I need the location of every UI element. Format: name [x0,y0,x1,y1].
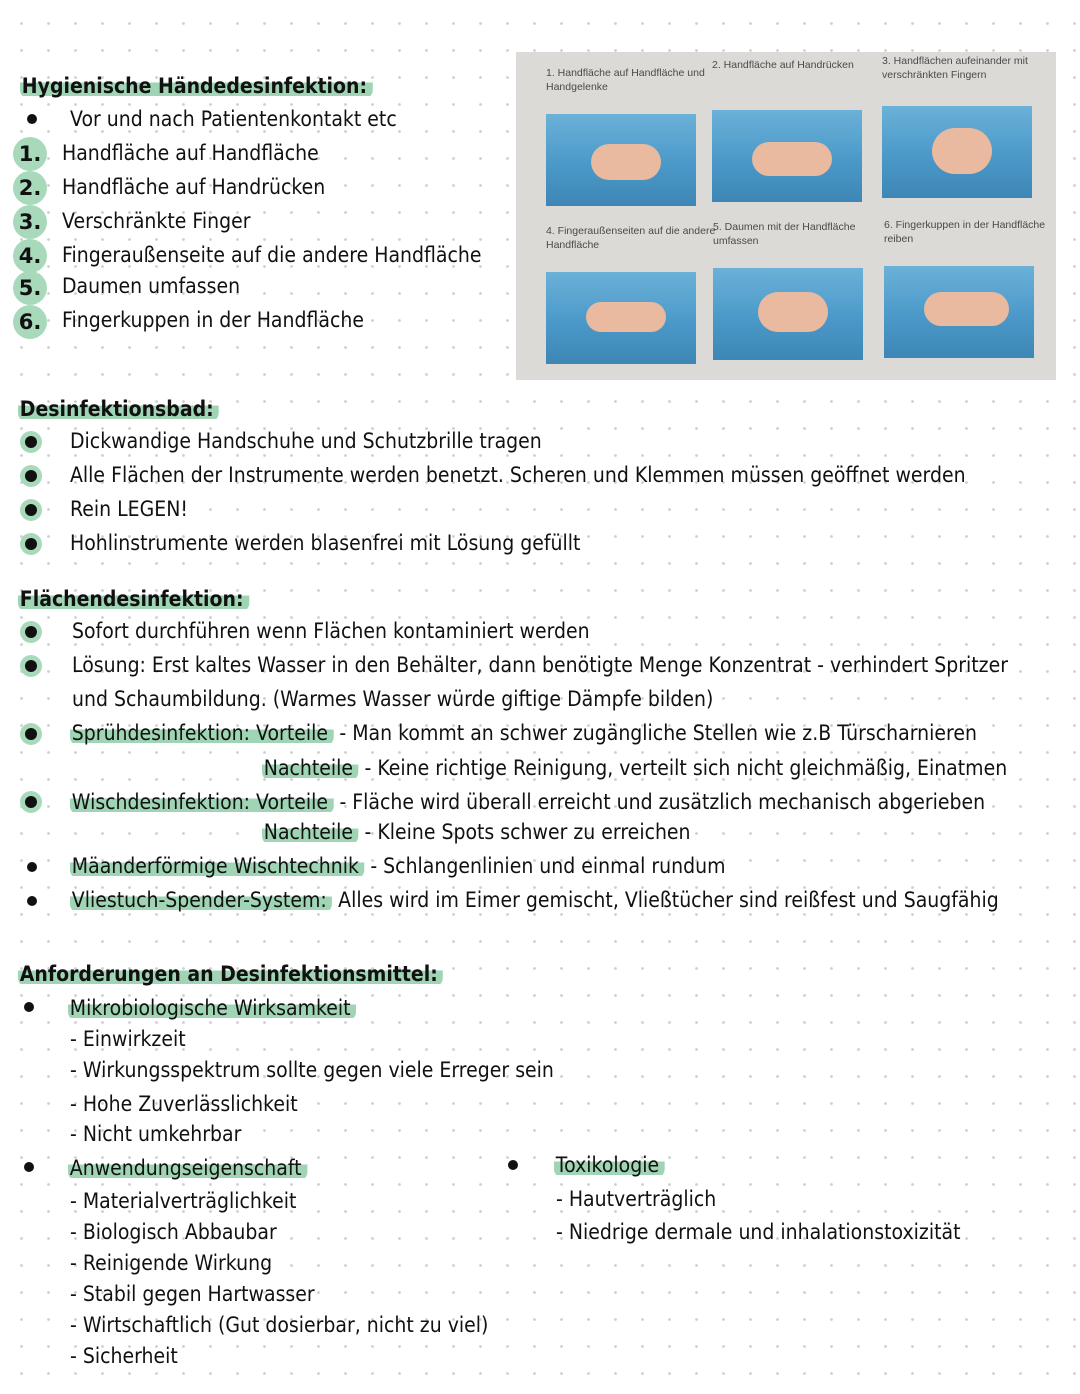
step-1-image [546,114,696,206]
photo-caption: 1. Handfläche auf Handfläche und Handgelenke [546,67,705,93]
step-text: Fingeraußenseite auf die andere Handfläche [62,243,482,267]
step-6-image [884,266,1034,358]
bullet [27,114,37,124]
step-number: 3. [13,205,47,239]
micro-item: - Nicht umkehrbar [70,1122,242,1146]
micro-item: - Wirkungsspektrum sollte gegen viele Erreger sein [70,1058,554,1082]
tox-title: Toxikologie [554,1151,664,1179]
micro-item: - Einwirkzeit [70,1027,186,1051]
bullet [25,728,37,740]
bath-item: Hohlinstrumente werden blasenfrei mit Lösung gefüllt [70,531,581,555]
bullet [508,1160,518,1170]
micro-item: - Hohe Zuverlässlichkeit [70,1092,298,1116]
photo-caption: 4. Fingeraußenseiten auf die andere Handfläche [546,225,716,251]
step-number: 1. [13,137,47,171]
app-item: - Sicherheit [70,1344,178,1368]
bullet [24,1162,34,1172]
spray-label: Sprühdesinfektion: Vorteile [70,721,333,745]
spray-row [70,719,977,747]
bullet [25,504,37,516]
spray-pro: - Man kommt an schwer zugängliche Stellen wie z.B Türscharnieren [339,721,977,745]
cons-label: Nachteile [262,756,358,780]
bath-item: Dickwandige Handschuhe und Schutzbrille tragen [70,429,542,453]
app-title: Anwendungseigenschaft [68,1154,307,1182]
surface-item: Lösung: Erst kaltes Wasser in den Behälter, dann benötigte Menge Konzentrat - verhindert Spritzer [72,653,1009,677]
wipe-con: - Kleine Spots schwer zu erreichen [364,820,691,844]
bullet [25,538,37,550]
spray-con-row [262,754,1007,782]
bullet [27,896,37,906]
spray-con: - Keine richtige Reinigung, verteilt sich nicht gleichmäßig, Einatmen [364,756,1008,780]
step-2-image [712,110,862,202]
app-item: - Stabil gegen Hartwasser [70,1282,315,1306]
step-3-image [882,106,1032,198]
bullet [25,660,37,672]
step-5-image [713,268,863,360]
step-4-image [546,272,696,364]
photo-caption: 3. Handflächen aufeinander mit verschränkten Fingern [882,55,1028,81]
step-number: 2. [13,171,47,205]
step-text: Fingerkuppen in der Handfläche [62,308,364,332]
fleece-text: Alles wird im Eimer gemischt, Vließtücher sind reißfest und Saugfähig [338,888,999,912]
meander-text: - Schlangenlinien und einmal rundum [370,854,726,878]
fleece-label: Vliestuch-Spender-System: [70,888,332,912]
tox-item: - Niedrige dermale und inhalationstoxizität [556,1220,961,1244]
step-text: Verschränkte Finger [62,209,251,233]
app-item: - Wirtschaftlich (Gut dosierbar, nicht zu viel) [70,1313,489,1337]
bullet [25,436,37,448]
hands-title: Hygienische Händedesinfektion: [20,72,372,100]
bullet [25,470,37,482]
surface-item: Sofort durchführen wenn Flächen kontaminiert werden [72,619,590,643]
cons-label: Nachteile [262,820,358,844]
photo-caption: 5. Daumen mit der Handfläche umfassen [713,221,856,247]
wipe-con-row [262,818,691,846]
app-item: - Reinigende Wirkung [70,1251,273,1275]
surface-item-cont: und Schaumbildung. (Warmes Wasser würde giftige Dämpfe bilden) [72,687,714,711]
tox-item: - Hautverträglich [556,1187,717,1211]
photo-caption: 2. Handfläche auf Handrücken [712,59,854,71]
app-item: - Materialverträglichkeit [70,1189,297,1213]
step-text: Handfläche auf Handfläche [62,141,319,165]
micro-title: Mikrobiologische Wirksamkeit [68,994,356,1022]
step-number: 5. [13,271,47,305]
bath-item: Alle Flächen der Instrumente werden benetzt. Scheren und Klemmen müssen geöffnet werden [70,463,966,487]
wipe-pro: - Fläche wird überall erreicht und zusätzlich mechanisch abgerieben [339,790,986,814]
bullet [25,796,37,808]
bath-title: Desinfektionsbad: [18,395,219,423]
meander-label: Mäanderförmige Wischtechnik [70,854,364,878]
bath-item: Rein LEGEN! [70,497,188,521]
step-number: 6. [13,305,47,339]
photo-caption: 6. Fingerkuppen in der Handfläche reiben [884,219,1046,245]
surface-title: Flächendesinfektion: [18,585,249,613]
wipe-row [70,788,985,816]
bullet [25,626,37,638]
step-text: Handfläche auf Handrücken [62,175,326,199]
hand-disinfection-photo [516,52,1056,380]
meander-row [70,852,725,880]
requirements-title: Anforderungen an Desinfektionsmittel: [18,960,443,988]
bullet [27,862,37,872]
bullet [24,1002,34,1012]
hands-intro: Vor und nach Patientenkontakt etc [70,107,397,131]
fleece-row [70,886,999,914]
wipe-label: Wischdesinfektion: Vorteile [70,790,333,814]
step-number: 4. [13,239,47,273]
app-item: - Biologisch Abbaubar [70,1220,277,1244]
step-text: Daumen umfassen [62,274,241,298]
